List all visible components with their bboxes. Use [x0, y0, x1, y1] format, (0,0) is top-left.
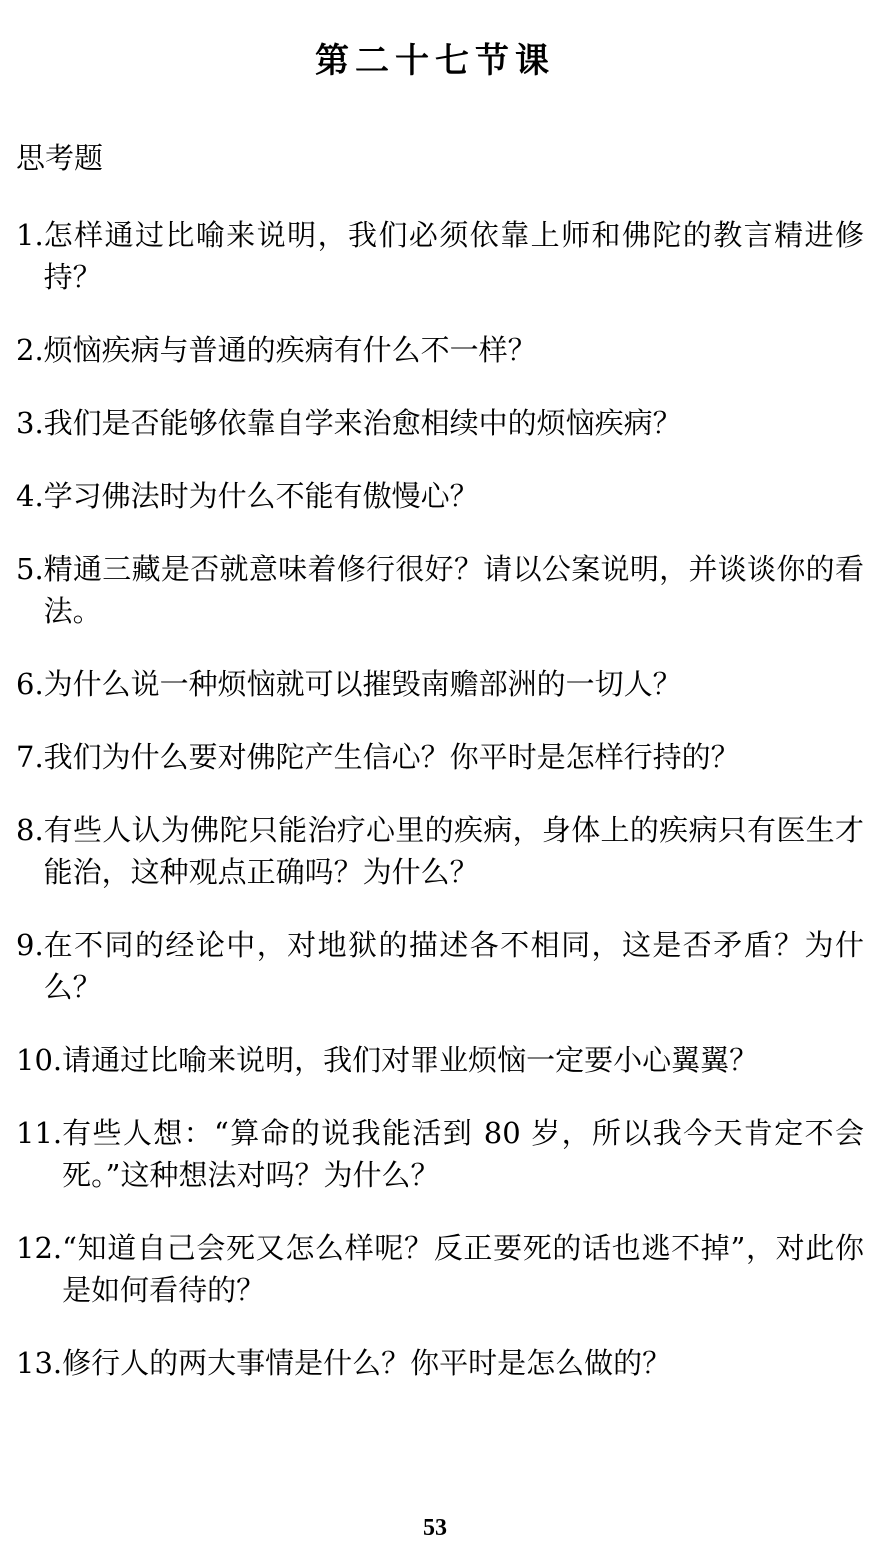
question-item: [16, 736, 864, 778]
question-number: 7.: [16, 740, 44, 774]
question-item: [16, 1227, 864, 1311]
question-number: 10.: [16, 1043, 63, 1077]
question-item: [16, 924, 864, 1008]
question-item: [16, 475, 864, 517]
question-text: “知道自己会死又怎么样呢？反正要死的话也逃不掉”，对此你是如何看待的？: [62, 1231, 864, 1307]
question-text: 有些人想：“算命的说我能活到 80 岁，所以我今天肯定不会死。”这种想法对吗？为什么？: [62, 1116, 864, 1192]
question-number: 2.: [16, 333, 44, 367]
question-text: 精通三藏是否就意味着修行很好？请以公案说明，并谈谈你的看法。: [43, 552, 864, 628]
question-text: 修行人的两大事情是什么？你平时是怎么做的？: [62, 1346, 672, 1380]
question-item: [16, 548, 864, 632]
question-number: 12.: [16, 1231, 63, 1265]
page-number: 53: [423, 1515, 447, 1541]
question-item: [16, 1342, 864, 1384]
question-number: 11.: [16, 1116, 63, 1150]
question-number: 4.: [16, 479, 44, 513]
question-item: [16, 329, 864, 371]
page-title: 第二十七节课: [315, 40, 555, 81]
question-text: 在不同的经论中，对地狱的描述各不相同，这是否矛盾？为什么？: [43, 928, 864, 1004]
question-item: [16, 663, 864, 705]
question-list: [16, 214, 864, 1415]
question-text: 怎样通过比喻来说明，我们必须依靠上师和佛陀的教言精进修持？: [43, 218, 864, 294]
question-text: 我们为什么要对佛陀产生信心？你平时是怎样行持的？: [43, 740, 740, 774]
question-item: [16, 809, 864, 893]
question-text: 有些人认为佛陀只能治疗心里的疾病，身体上的疾病只有医生才能治，这种观点正确吗？为什么？: [43, 813, 864, 889]
section-heading: 思考题: [16, 141, 104, 175]
question-item: [16, 214, 864, 298]
question-number: 8.: [16, 813, 44, 847]
question-number: 1.: [16, 218, 44, 252]
question-number: 5.: [16, 552, 44, 586]
question-text: 为什么说一种烦恼就可以摧毁南赡部洲的一切人？: [43, 667, 682, 701]
question-number: 6.: [16, 667, 44, 701]
question-item: [16, 1112, 864, 1196]
question-number: 9.: [16, 928, 44, 962]
question-text: 烦恼疾病与普通的疾病有什么不一样？: [43, 333, 537, 367]
question-text: 我们是否能够依靠自学来治愈相续中的烦恼疾病？: [43, 406, 682, 440]
question-number: 3.: [16, 406, 44, 440]
question-number: 13.: [16, 1346, 63, 1380]
question-item: [16, 402, 864, 444]
question-item: [16, 1039, 864, 1081]
question-text: 学习佛法时为什么不能有傲慢心？: [43, 479, 479, 513]
question-text: 请通过比喻来说明，我们对罪业烦恼一定要小心翼翼？: [62, 1043, 759, 1077]
